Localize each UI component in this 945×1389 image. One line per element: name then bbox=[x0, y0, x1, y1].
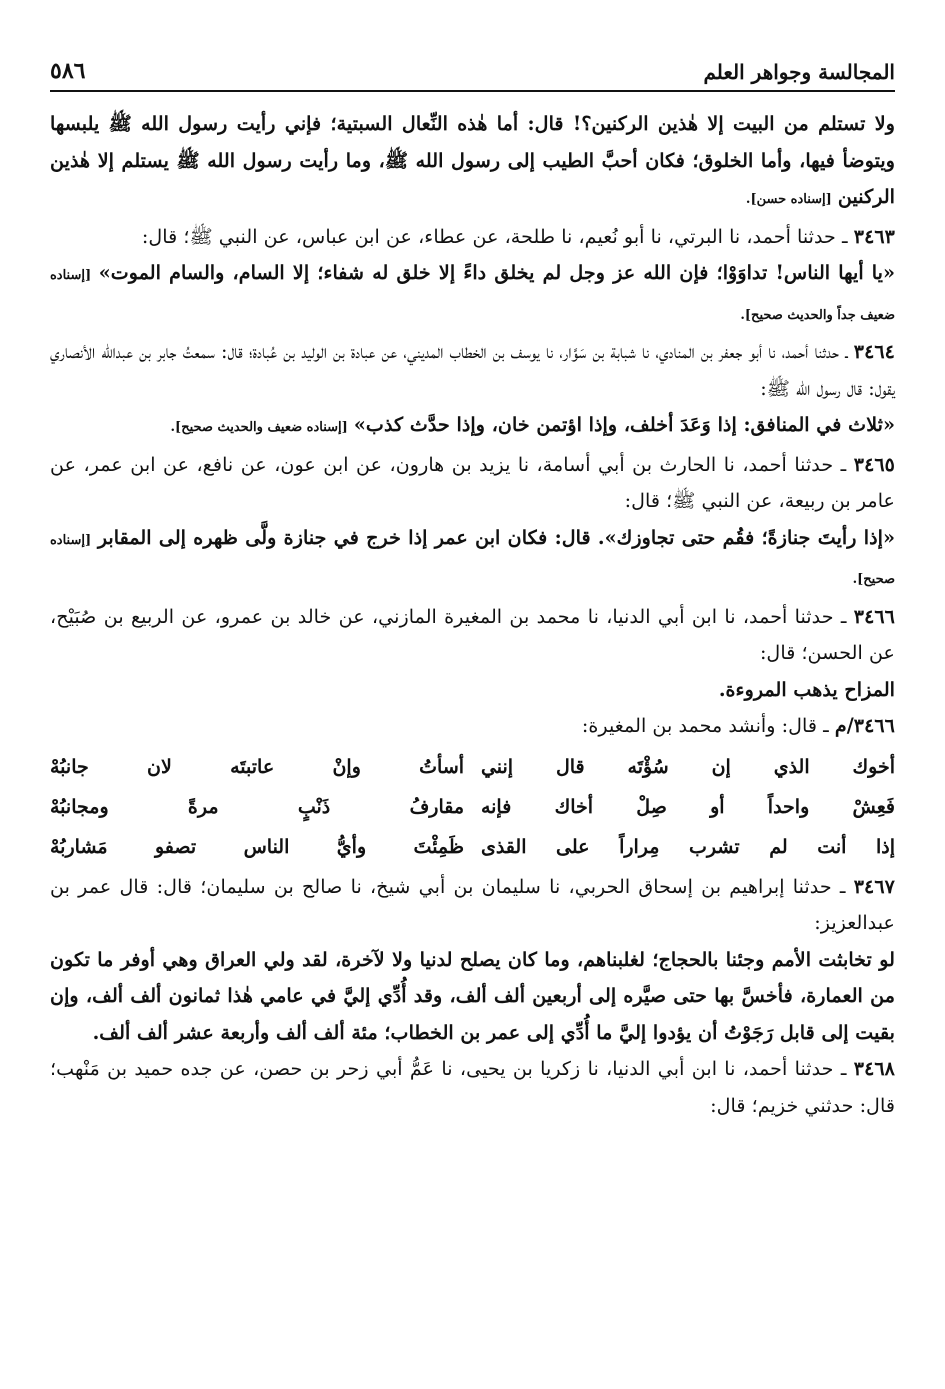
page-header bbox=[50, 40, 895, 92]
hadith-number: ٣٤٦٣ bbox=[853, 224, 895, 248]
grading-note: [إسناده ضعيف جداً والحديث صحيح]. bbox=[50, 268, 895, 323]
grading-note: [إسناده حسن]. bbox=[745, 192, 832, 207]
hadith-3466-matn bbox=[50, 672, 895, 709]
matn-text: «ثلاث في المنافق: إذا وَعَدَ أخلف، وإذا اؤتمن خان، وإذا حدَّث كذب» bbox=[353, 413, 895, 436]
grading-note: [إسناده صحيح]. bbox=[50, 532, 895, 587]
poem-verse bbox=[50, 827, 895, 867]
paragraph-continuation bbox=[50, 106, 895, 219]
isnad-text: ـ حدثنا أحمد، نا ابن أبي الدنيا، نا زكريا بن يحيى، نا عَمُّ أبي زحر بن حصن، عن جده حميد بن مَنْهب؛ قال: حدثني خزيم؛ قال: bbox=[50, 1057, 895, 1117]
verse-second-hemistich: أسأتُ وإنْ عاتبتَه لان جانبُهْ bbox=[50, 755, 465, 778]
isnad-text: ـ حدثنا أحمد، نا أبو جعفر بن المنادي، نا شبابة بن سَوَّار، نا يوسف بن الخطاب المديني، عن عبادة بن الوليد بن عُبادة؛ قال: سمعتُ جابر بن عبدالله الأنصاري يقول: قال رسول الله ﷺ: bbox=[50, 340, 895, 400]
isnad-text: ـ حدثنا إبراهيم بن إسحاق الحربي، نا سليمان بن أبي شيخ، نا صالح بن سليمان؛ قال: قال عمر بن عبدالعزيز: bbox=[50, 874, 895, 934]
poem bbox=[50, 747, 895, 867]
matn-text: المزاح يذهب المروءة. bbox=[718, 677, 895, 701]
hadith-number: ٣٤٦٥ bbox=[853, 452, 895, 476]
isnad-text: ـ حدثنا أحمد، نا البرتي، نا أبو نُعيم، نا طلحة، عن عطاء، عن ابن عباس، عن النبي ﷺ؛ قال: bbox=[141, 224, 848, 248]
hadith-3465-matn bbox=[50, 520, 895, 599]
verse-first-hemistich: إذا أنت لم تشرب مِراراً على القذى bbox=[480, 835, 895, 858]
book-title: المجالسة وجواهر العلم bbox=[703, 60, 895, 84]
hadith-3463-isnad bbox=[50, 219, 895, 256]
page-content bbox=[50, 106, 895, 1124]
book-page bbox=[50, 40, 895, 1124]
hadith-3464-matn bbox=[50, 407, 895, 447]
isnad-text: ـ حدثنا أحمد، نا الحارث بن أبي أسامة، نا يزيد بن هارون، عن ابن عون، عن نافع، عن ابن عمر، عن عامر بن ربيعة، عن النبي ﷺ؛ قال: bbox=[50, 452, 895, 512]
page-number: ٥٨٦ bbox=[50, 58, 86, 84]
verse-second-hemistich: مقارفُ ذَنْبٍ مرةً ومجانبُهْ bbox=[50, 795, 465, 818]
matn-text: لو تخابثت الأمم وجئنا بالحجاج؛ لغلبناهم، وما كان يصلح لدنيا ولا لآخرة، لقد ولي العراق وهي أوفر ما تكون من العمارة، فأخسَّ بها حتى صيَّره إلى أربعين ألف ألف، وقد أُدِّي إليَّ في عامي هٰذا ثمانون ألف ألف، وإن بقيت إلى قابل رَجَوْتُ أن يؤدوا إليَّ ما أُدِّي إلى عمر بن الخطاب؛ مئة ألف ألف وأربعة عشر ألف ألف. bbox=[50, 947, 895, 1044]
poem-verse bbox=[50, 747, 895, 787]
hadith-text: ولا تستلم من البيت إلا هٰذين الركنين؟! قال: أما هٰذه النِّعال السبتية؛ فإني رأيت رسول الله ﷺ يلبسها ويتوضأ فيها، وأما الخلوق؛ فكان أحبَّ الطيب إلى رسول الله ﷺ، وما رأيت رسول الله ﷺ يستلم إلا هٰذين الركنين bbox=[50, 112, 895, 208]
hadith-3467-isnad bbox=[50, 869, 895, 942]
hadith-number: ٣٤٦٤ bbox=[853, 340, 895, 363]
grading-note: [إسناده ضعيف والحديث صحيح]. bbox=[170, 420, 348, 435]
verse-first-hemistich: أخوك الذي إن سُؤْتَه قال إنني bbox=[480, 755, 895, 778]
hadith-3465-isnad bbox=[50, 447, 895, 520]
matn-text: «يا أيها الناس! تداوَوْا؛ فإن الله عز وجل لم يخلق داءً إلا خلق له شفاء؛ إلا السام، والسام الموت» bbox=[98, 261, 895, 284]
hadith-3463-matn bbox=[50, 255, 895, 334]
verse-first-hemistich: فَعِشْ واحداً أو صِلْ أخاك فإنه bbox=[480, 795, 895, 818]
isnad-text: ـ حدثنا أحمد، نا ابن أبي الدنيا، نا محمد بن المغيرة المازني، عن خالد بن عمرو، عن الربيع بن صُبَيْح، عن الحسن؛ قال: bbox=[50, 604, 895, 664]
poem-verse bbox=[50, 787, 895, 827]
verse-second-hemistich: ظَمِئْتَ وأيُّ الناس تصفو مَشاربُهْ bbox=[50, 835, 465, 858]
hadith-3466m bbox=[50, 708, 895, 745]
narration-text: ـ قال: وأنشد محمد بن المغيرة: bbox=[581, 714, 829, 737]
hadith-3466-isnad bbox=[50, 599, 895, 672]
hadith-number: ٣٤٦٦ bbox=[853, 604, 895, 628]
hadith-number: ٣٤٦٨ bbox=[853, 1057, 895, 1080]
hadith-3468-isnad bbox=[50, 1051, 895, 1124]
hadith-3467-matn bbox=[50, 942, 895, 1052]
matn-text: «إذا رأيتَ جنازةً؛ فقُم حتى تجاوزك». قال: فكان ابن عمر إذا خرج في جنازة ولَّى ظهره إلى المقابر bbox=[97, 525, 895, 549]
hadith-number: ٣٤٦٦/م bbox=[834, 714, 895, 737]
hadith-number: ٣٤٦٧ bbox=[853, 874, 895, 898]
hadith-3464-isnad bbox=[50, 334, 895, 407]
